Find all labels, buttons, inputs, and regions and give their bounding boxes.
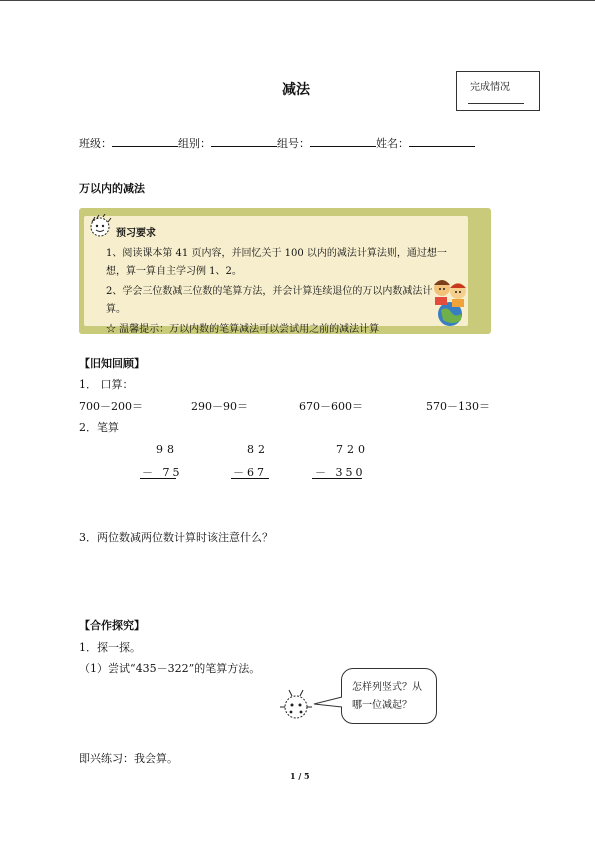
preview-requirements-box <box>79 208 491 334</box>
preview-tip: ☆ 温馨提示：万以内数的笔算减法可以尝试用之前的减法计算 <box>106 324 380 335</box>
class-blank <box>112 135 178 147</box>
preview-line-1a: 1、阅读课本第 41 页内容，并回忆关于 100 以内的减法计算法则，通过想一 <box>106 248 447 259</box>
child-cartoon-icon <box>85 214 115 242</box>
explore-item-1-1: （1）尝试“435－322”的笔算方法。 <box>79 662 261 675</box>
speech-bubble-line-2: 哪一位减起？ <box>352 700 412 711</box>
explore-heading: 【合作探究】 <box>79 619 145 632</box>
preview-line-1b: 想，算一算自主学习例 1、2。 <box>106 266 242 277</box>
completion-status-blank <box>468 103 524 104</box>
class-label: 班级： <box>79 137 112 150</box>
page-title: 减法 <box>282 82 310 98</box>
top-rule <box>0 0 595 1</box>
explore-item-1: 1．探一探。 <box>79 641 141 654</box>
number-blank <box>310 135 376 147</box>
written-problem-1-top: 98 <box>156 443 178 456</box>
preview-line-2a: 2、学会三位数减三位数的笔算方法，并会计算连续退位的万以内数减法计 <box>106 286 433 297</box>
student-info-row <box>79 135 475 151</box>
oral-problem: 570－130＝ <box>426 400 490 413</box>
number-label: 组号： <box>277 137 310 150</box>
completion-status-label: 完成情况 <box>470 82 510 93</box>
oral-problem: 700－200＝ <box>79 400 143 413</box>
written-problem-3-top: 720 <box>336 443 369 456</box>
written-calc-label: 2．笔算 <box>79 421 119 434</box>
oral-calc-label: 1． 口算： <box>79 378 134 391</box>
written-problem-1-bottom: － 75 <box>142 466 183 479</box>
written-problem-2-underline <box>231 478 269 479</box>
speech-bubble-line-1: 怎样列竖式？从 <box>352 682 422 693</box>
practice-prompt: 即兴练习：我会算。 <box>79 752 178 765</box>
preview-inner-panel <box>84 216 468 335</box>
speech-bubble <box>341 668 437 724</box>
group-blank <box>211 135 277 147</box>
oral-problem: 290－90＝ <box>191 400 248 413</box>
group-label: 组别： <box>178 137 211 150</box>
preview-title: 预习要求 <box>116 228 156 239</box>
section-heading-subtraction: 万以内的减法 <box>79 182 145 195</box>
review-question-3: 3．两位数减两位数计算时该注意什么？ <box>79 531 273 544</box>
name-blank <box>409 135 475 147</box>
written-problem-2-bottom: －67 <box>233 466 267 479</box>
ladybug-cartoon-icon <box>279 688 313 722</box>
page-number: 1 / 5 <box>290 771 310 781</box>
children-globe-illustration <box>425 270 475 328</box>
completion-status-box <box>456 71 540 111</box>
name-label: 姓名： <box>376 137 409 150</box>
oral-problem: 670－600＝ <box>299 400 363 413</box>
written-problem-3-underline <box>312 478 362 479</box>
review-heading: 【旧知回顾】 <box>79 357 145 370</box>
preview-line-2b: 算。 <box>106 304 126 315</box>
written-problem-1-underline <box>140 478 176 479</box>
speech-bubble-tail <box>312 696 344 710</box>
written-problem-2-top: 82 <box>247 443 269 456</box>
written-problem-3-bottom: － 350 <box>315 466 366 479</box>
